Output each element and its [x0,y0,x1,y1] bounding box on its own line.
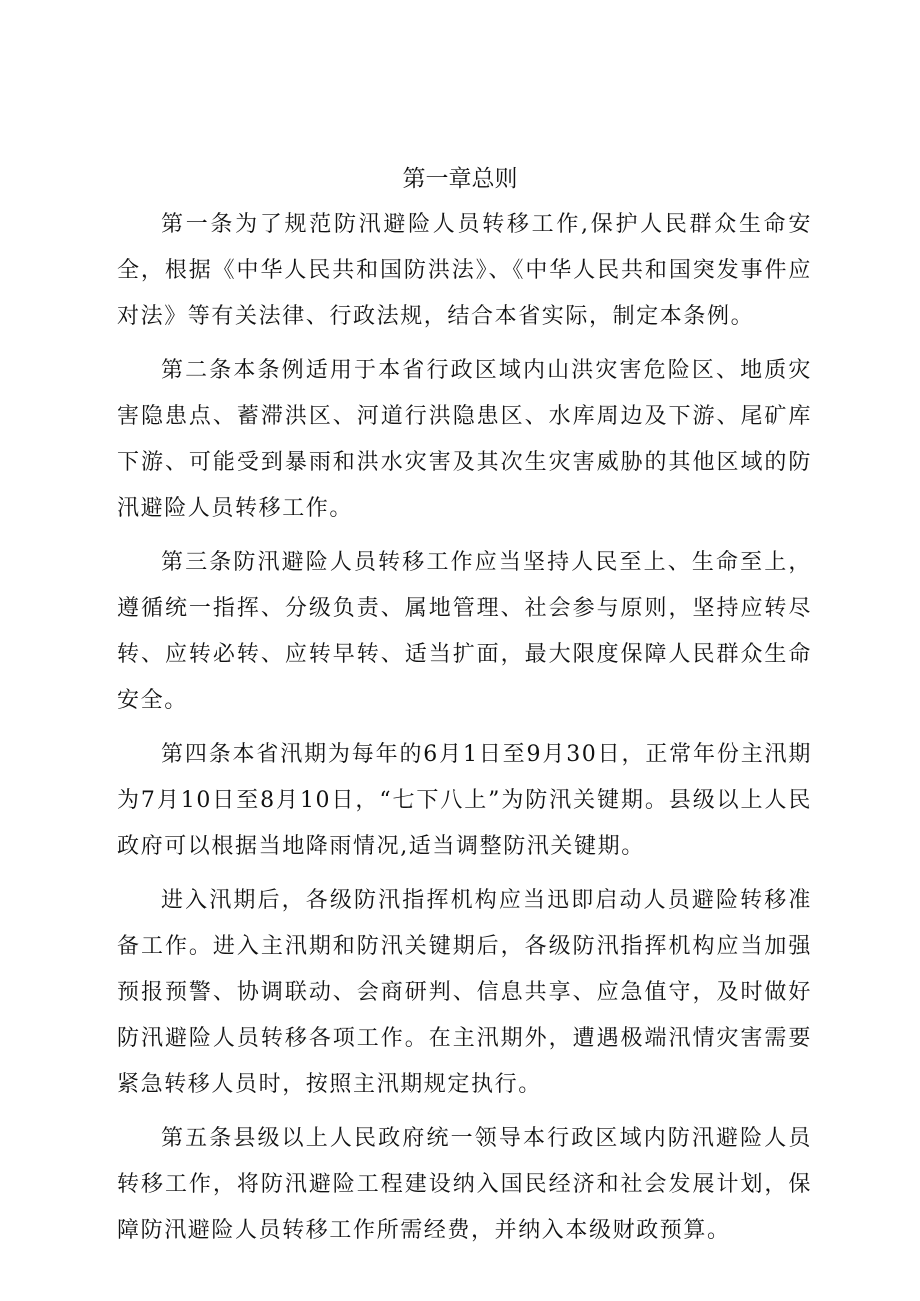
article-3-paragraph: 第三条防汛避险人员转移工作应当坚持人民至上、生命至上，遵循统一指挥、分级负责、属地管理、社会参与原则，坚持应转尽转、应转必转、应转早转、适当扩面，最大限度保障人民群众生命安全。 [117,550,812,713]
article-5-paragraph: 第五条县级以上人民政府统一领导本行政区域内防汛避险人员转移工作，将防汛避险工程建设纳入国民经济和社会发展计划，保障防汛避险人员转移工作所需经费，并纳入本级财政预算。 [117,1126,812,1243]
article-4-paragraph: 第四条本省汛期为每年的6月1日至9月30日，正常年份主汛期为7月10日至8月10日，“七下八上”为防汛关键期。县级以上人民政府可以根据当地降雨情况,适当调整防汛关键期。 [117,742,812,859]
chapter-title: 第一章总则 [402,166,518,192]
article-4-continuation-paragraph: 进入汛期后，各级防汛指挥机构应当迅即启动人员避险转移准备工作。进入主汛期和防汛关键期后，各级防汛指挥机构应当加强预报预警、协调联动、会商研判、信息共享、应急值守，及时做好防汛避险人员转移各项工作。在主汛期外，遭遇极端汛情灾害需要紧急转移人员时，按照主汛期规定执行。 [117,888,812,1097]
article-1-paragraph: 第一条为了规范防汛避险人员转移工作,保护人民群众生命安全，根据《中华人民共和国防洪法》、《中华人民共和国突发事件应对法》等有关法律、行政法规，结合本省实际，制定本条例。 [117,212,812,329]
body-text [117,202,812,1262]
article-2-paragraph: 第二条本条例适用于本省行政区域内山洪灾害危险区、地质灾害隐患点、蓄滞洪区、河道行洪隐患区、水库周边及下游、尾矿库下游、可能受到暴雨和洪水灾害及其次生灾害威胁的其他区域的防汛避险人员转移工作。 [117,358,812,521]
